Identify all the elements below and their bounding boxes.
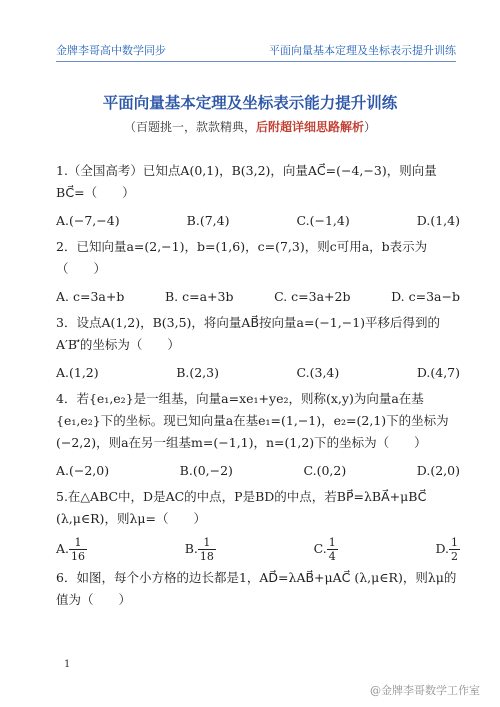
watermark: @金牌李哥数学工作室 <box>370 684 480 697</box>
question-text: 4．若{e₁,e₂}是一组基，向量a=xe₁+ye₂，则称(x,y)为向量a在基{e₁,e₂}下的坐标。现已知向量a在基e₁=(1,−1)，e₂=(2,1)下的坐标为(−2,2)，则a在另一组基m=(−1,1)，n=(1,2)下的坐标为（ ） <box>56 391 449 450</box>
option-a: A. $\frac{1}{16}$ <box>56 536 86 563</box>
option-d: D. $\frac{1}{2}$ <box>435 536 458 563</box>
fraction: $\frac{1}{18}$ <box>199 536 214 563</box>
option-b: B. $\frac{1}{18}$ <box>184 536 214 563</box>
page-header <box>56 40 456 62</box>
fraction: $\frac{1}{4}$ <box>328 536 336 563</box>
option-row <box>56 536 460 563</box>
question-1 <box>56 160 460 232</box>
page-number: 1 <box>64 659 71 670</box>
question-text: 3．设点A(1,2)，B(3,5)，将向量AB⃗按向量a=(−1,−1)平移后得到的A′B′⃗的坐标为（ ） <box>56 315 441 352</box>
option-a: A. c=3a+b <box>56 289 125 304</box>
option-row <box>56 210 460 232</box>
question-list <box>56 160 460 611</box>
option-row <box>56 362 460 384</box>
option-b: B.(7,4) <box>186 213 230 228</box>
subtitle-prefix: （百题挑一，款款精典， <box>123 120 256 134</box>
fraction: $\frac{1}{2}$ <box>451 536 458 563</box>
option-row <box>56 286 460 308</box>
question-4 <box>56 388 460 482</box>
subtitle-suffix: ） <box>364 120 377 134</box>
question-text: 6．如图，每个小方格的边长都是1，AD⃗=λAB⃗+μAC⃗ (λ,μ∈R)，则λμ的值为（ ） <box>56 570 457 607</box>
option-d: D.(1,4) <box>416 213 460 228</box>
option-c: C.(−1,4) <box>296 213 350 228</box>
option-a: A.(−7,−4) <box>56 213 120 228</box>
option-d: D.(2,0) <box>416 463 460 478</box>
option-row <box>56 460 460 482</box>
question-3 <box>56 312 460 384</box>
option-b: B.(2,3) <box>176 365 219 380</box>
option-b: B.(0,−2) <box>179 463 233 478</box>
option-c: C.(0,2) <box>303 463 347 478</box>
question-5 <box>56 486 460 563</box>
option-c: C. c=3a+2b <box>274 289 351 304</box>
question-text: 1.（全国高考）已知点A(0,1)，B(3,2)，向量AC⃗=(−4,−3)，则向量BC⃗=（ ） <box>56 163 437 200</box>
header-left: 金牌李哥高中数学同步 <box>56 44 166 57</box>
question-6 <box>56 567 460 611</box>
option-c: C. $\frac{1}{4}$ <box>313 536 336 563</box>
option-a: A.(−2,0) <box>56 463 110 478</box>
option-c: C.(3,4) <box>296 365 340 380</box>
fraction: $\frac{1}{16}$ <box>71 536 86 563</box>
document-title: 平面向量基本定理及坐标表示能力提升训练 <box>102 93 398 112</box>
header-right: 平面向量基本定理及坐标表示提升训练 <box>269 44 456 57</box>
question-text: 5.在△ABC中，D是AC的中点，P是BD的中点，若BP⃗=λBA⃗+μBC⃗ (λ,μ∈R)，则λμ=（ ） <box>56 489 427 526</box>
option-b: B. c=a+3b <box>164 289 234 304</box>
option-d: D. c=3a−b <box>391 289 460 304</box>
subtitle-highlight: 后附超详细思路解析 <box>255 120 364 134</box>
question-text: 2．已知向量a=(2,−1)，b=(1,6)，c=(7,3)，则c可用a，b表示为（ ） <box>56 239 428 276</box>
document-subtitle <box>0 118 500 135</box>
option-d: D.(4,7) <box>416 365 460 380</box>
option-a: A.(1,2) <box>56 365 99 380</box>
question-2 <box>56 236 460 308</box>
